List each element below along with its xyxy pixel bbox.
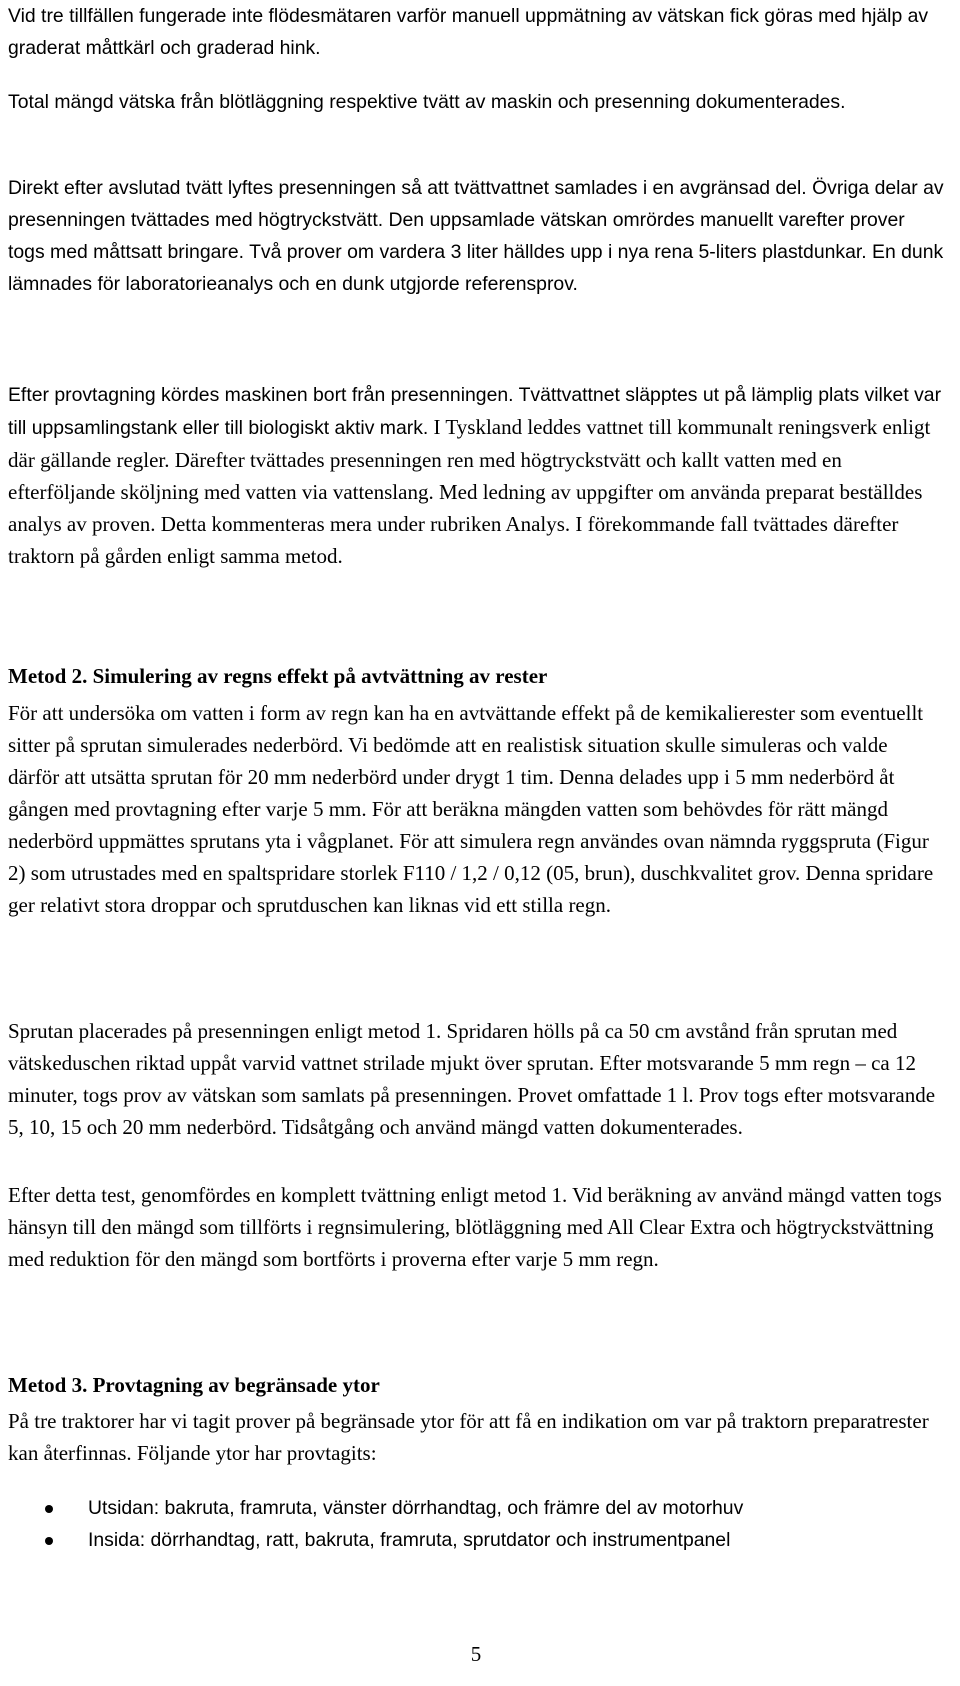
paragraph-wash-collection: Direkt efter avslutad tvätt lyftes presenningen så att tvättvattnet samlades i en avgränsad del. Övriga delar av presenningen tvättades med högtryckstvätt. Den uppsamlade vätskan omrördes manuellt varefter prover togs med måttsatt bringare. Två prover om vardera 3 liter hälldes upp i nya rena 5-liters plastdunkar. En dunk lämnades för laboratorieanalys och en dunk utgjorde referensprov. — [8, 177, 944, 295]
list-item-text: Utsidan: bakruta, framruta, vänster dörrhandtag, och främre del av motorhuv — [88, 1497, 744, 1519]
heading-method-2 — [8, 660, 547, 692]
paragraph-total-volume: Total mängd vätska från blötläggning respektive tvätt av maskin och presenning dokumenterades. — [8, 91, 846, 113]
paragraph-rain-simulation: För att undersöka om vatten i form av regn kan ha en avtvättande effekt på de kemikalierester som eventuellt sitter på sprutan simulerades nederbörd. Vi bedömde att en realistisk situation skulle simuleras och valde därför att utsätta sprutan för 20 mm nederbörd under drygt 1 tim. Denna delades upp i 5 mm nederbörd åt gången med provtagning efter varje 5 mm. För att beräkna mängden vatten som behövdes för rätt mängd nederbörd uppmättes sprutans yta i vågplanet. För att simulera regn användes ovan nämnda ryggspruta (Figur 2) som utrustades med en spaltspridare storlek F110 / 1,2 / 0,12 (05, brun), duschkvalitet grov. Denna spridare ger relativt stora droppar och sprutduschen kan liknas vid ett stilla regn. — [8, 701, 934, 917]
paragraph-after-sampling-serif: I Tyskland leddes vattnet till kommunalt reningsverk enligt där gällande regler. Därefter tvättades presenningen ren med högtryckstvätt och kallt vatten med en efterföljande sköljning med vatten via vattenslang. Med ledning av uppgifter om använda preparat beställdes analys av proven. Detta kommenteras mera under rubriken Analys. I förekommande fall tvättades därefter traktorn på gården enligt samma metod. — [8, 415, 931, 568]
paragraph-after-sampling-sans: Efter provtagning kördes maskinen bort från presenningen. Tvättvattnet släpptes ut på lämplig plats vilket var till uppsamlingstank eller till biologiskt aktiv mark. — [8, 384, 942, 439]
heading-method-3 — [8, 1369, 380, 1401]
page-number: 5 — [470, 1642, 482, 1666]
heading-method-2-title: Simulering av regns effekt på avtvättning av rester — [92, 664, 548, 688]
surface-list — [8, 1492, 944, 1556]
heading-method-3-title: Provtagning av begränsade ytor — [92, 1373, 380, 1397]
paragraph-complete-wash: Efter detta test, genomfördes en komplett tvättning enligt metod 1. Vid beräkning av använd mängd vatten togs hänsyn till den mängd som tillförts i regnsimulering, blötläggning med All Clear Extra och högtryckstvättning med reduktion för den mängd som bortförts i proverna efter varje 5 mm regn. — [8, 1183, 942, 1271]
heading-method-3-prefix: Metod 3. — [8, 1373, 93, 1397]
paragraph-flow-meter: Vid tre tillfällen fungerade inte flödesmätaren varför manuell uppmätning av vätskan fick göras med hjälp av graderat måttkärl och graderad hink. — [8, 5, 929, 59]
list-item — [8, 1524, 944, 1556]
paragraph-limited-surfaces: På tre traktorer har vi tagit prover på begränsade ytor för att få en indikation om var på traktorn preparatrester kan återfinnas. Följande ytor har provtagits: — [8, 1409, 929, 1465]
paragraph-after-sampling — [8, 378, 944, 572]
list-item — [8, 1492, 944, 1524]
heading-method-2-prefix: Metod 2. — [8, 664, 93, 688]
list-item-text: Insida: dörrhandtag, ratt, bakruta, framruta, sprutdator och instrumentpanel — [88, 1529, 731, 1551]
bullet-icon — [45, 1505, 53, 1513]
paragraph-sprayer-placement: Sprutan placerades på presenningen enligt metod 1. Spridaren hölls på ca 50 cm avstånd från sprutan med vätskeduschen riktad uppåt varvid vattnet strilade mjukt över sprutan. Efter motsvarande 5 mm regn – ca 12 minuter, togs prov av vätskan som samlats på presenningen. Provet omfattade 1 l. Prov togs efter motsvarande 5, 10, 15 och 20 mm nederbörd. Tidsåtgång och använd mängd vatten dokumenterades. — [8, 1019, 936, 1139]
bullet-icon — [45, 1537, 53, 1545]
